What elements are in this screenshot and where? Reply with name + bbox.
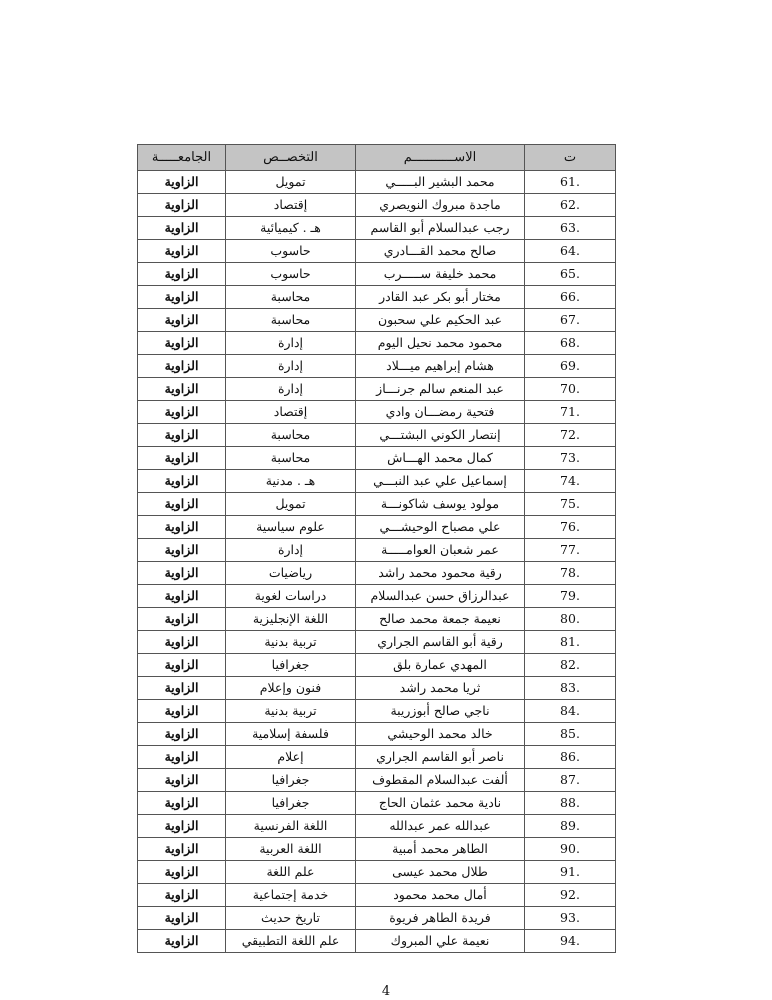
cell-university: الزاوية [138, 654, 226, 677]
cell-specialization: علوم سياسية [226, 516, 356, 539]
cell-number: 80. [525, 608, 616, 631]
cell-specialization: إدارة [226, 355, 356, 378]
header-specialization: التخصــص [226, 145, 356, 171]
cell-university: الزاوية [138, 493, 226, 516]
cell-number: 78. [525, 562, 616, 585]
cell-specialization: إقتصاد [226, 401, 356, 424]
cell-specialization: إدارة [226, 378, 356, 401]
table-row [138, 838, 616, 861]
cell-name: علي مصباح الوحيشـــي [356, 516, 525, 539]
cell-specialization: إدارة [226, 539, 356, 562]
cell-name: رجب عبدالسلام أبو القاسم [356, 217, 525, 240]
cell-name: عمر شعبان العوامـــــة [356, 539, 525, 562]
cell-name: صالح محمد القـــادري [356, 240, 525, 263]
cell-number: 69. [525, 355, 616, 378]
table-row [138, 493, 616, 516]
cell-specialization: إدارة [226, 332, 356, 355]
cell-university: الزاوية [138, 470, 226, 493]
cell-specialization: إقتصاد [226, 194, 356, 217]
cell-name: نعيمة جمعة محمد صالح [356, 608, 525, 631]
cell-university: الزاوية [138, 424, 226, 447]
cell-university: الزاوية [138, 861, 226, 884]
table-row [138, 516, 616, 539]
cell-number: 67. [525, 309, 616, 332]
cell-university: الزاوية [138, 884, 226, 907]
table-row [138, 470, 616, 493]
cell-name: عبدالله عمر عبدالله [356, 815, 525, 838]
cell-specialization: محاسبة [226, 286, 356, 309]
cell-university: الزاوية [138, 562, 226, 585]
cell-number: 93. [525, 907, 616, 930]
table-row [138, 608, 616, 631]
cell-specialization: اللغة الفرنسية [226, 815, 356, 838]
cell-name: محمد البشير البـــــي [356, 171, 525, 194]
cell-name: ناجي صالح أبوزريبة [356, 700, 525, 723]
cell-university: الزاوية [138, 723, 226, 746]
table-row [138, 654, 616, 677]
table-row [138, 815, 616, 838]
table-row [138, 355, 616, 378]
cell-number: 72. [525, 424, 616, 447]
cell-specialization: محاسبة [226, 309, 356, 332]
cell-university: الزاوية [138, 355, 226, 378]
cell-number: 66. [525, 286, 616, 309]
cell-specialization: جغرافيا [226, 769, 356, 792]
table-row [138, 286, 616, 309]
cell-specialization: فنون وإعلام [226, 677, 356, 700]
cell-university: الزاوية [138, 516, 226, 539]
cell-university: الزاوية [138, 447, 226, 470]
table-row [138, 171, 616, 194]
header-number: ت [525, 145, 616, 171]
cell-specialization: تربية بدنية [226, 631, 356, 654]
cell-specialization: دراسات لغوية [226, 585, 356, 608]
cell-name: كمال محمد الهـــاش [356, 447, 525, 470]
cell-name: فتحية رمضـــان وادي [356, 401, 525, 424]
cell-name: طلال محمد عيسى [356, 861, 525, 884]
cell-specialization: اللغة العربية [226, 838, 356, 861]
cell-name: ناصر أبو القاسم الجراري [356, 746, 525, 769]
table-row [138, 677, 616, 700]
cell-specialization: تربية بدنية [226, 700, 356, 723]
cell-university: الزاوية [138, 585, 226, 608]
table-header [138, 145, 616, 171]
table-row [138, 194, 616, 217]
cell-specialization: جغرافيا [226, 654, 356, 677]
table-row [138, 700, 616, 723]
cell-number: 84. [525, 700, 616, 723]
cell-specialization: اللغة الإنجليزية [226, 608, 356, 631]
cell-number: 82. [525, 654, 616, 677]
cell-number: 77. [525, 539, 616, 562]
cell-name: رقية أبو القاسم الجراري [356, 631, 525, 654]
cell-university: الزاوية [138, 401, 226, 424]
cell-specialization: محاسبة [226, 424, 356, 447]
cell-number: 65. [525, 263, 616, 286]
table-row [138, 263, 616, 286]
table-row [138, 792, 616, 815]
table-row [138, 401, 616, 424]
cell-university: الزاوية [138, 240, 226, 263]
cell-university: الزاوية [138, 171, 226, 194]
cell-name: محمود محمد نحيل اليوم [356, 332, 525, 355]
table-row [138, 378, 616, 401]
cell-number: 70. [525, 378, 616, 401]
table-row [138, 217, 616, 240]
cell-name: ثريا محمد راشد [356, 677, 525, 700]
cell-name: مولود يوسف شاكونـــة [356, 493, 525, 516]
cell-name: عبد المنعم سالم جرنـــاز [356, 378, 525, 401]
cell-university: الزاوية [138, 378, 226, 401]
cell-name: إنتصار الكوني البشتـــي [356, 424, 525, 447]
cell-specialization: رياضيات [226, 562, 356, 585]
cell-number: 83. [525, 677, 616, 700]
cell-university: الزاوية [138, 217, 226, 240]
table-row [138, 585, 616, 608]
cell-name: المهدي عمارة بلق [356, 654, 525, 677]
cell-name: الطاهر محمد أمبية [356, 838, 525, 861]
cell-number: 79. [525, 585, 616, 608]
cell-specialization: تمويل [226, 171, 356, 194]
cell-name: خالد محمد الوحيشي [356, 723, 525, 746]
cell-number: 86. [525, 746, 616, 769]
cell-number: 75. [525, 493, 616, 516]
cell-university: الزاوية [138, 539, 226, 562]
table-row [138, 631, 616, 654]
cell-name: رقية محمود محمد راشد [356, 562, 525, 585]
table-row [138, 309, 616, 332]
cell-specialization: هـ . كيميائية [226, 217, 356, 240]
cell-specialization: خدمة إجتماعية [226, 884, 356, 907]
cell-specialization: فلسفة إسلامية [226, 723, 356, 746]
cell-specialization: علم اللغة [226, 861, 356, 884]
cell-specialization: هـ . مدنية [226, 470, 356, 493]
cell-name: مختار أبو بكر عبد القادر [356, 286, 525, 309]
table-row [138, 447, 616, 470]
cell-university: الزاوية [138, 838, 226, 861]
cell-university: الزاوية [138, 815, 226, 838]
cell-name: عبدالرزاق حسن عبدالسلام [356, 585, 525, 608]
cell-number: 61. [525, 171, 616, 194]
cell-university: الزاوية [138, 309, 226, 332]
cell-number: 92. [525, 884, 616, 907]
table-row [138, 769, 616, 792]
cell-specialization: تاريخ حديث [226, 907, 356, 930]
cell-number: 63. [525, 217, 616, 240]
table-row [138, 332, 616, 355]
cell-name: إسماعيل علي عبد النبـــي [356, 470, 525, 493]
cell-university: الزاوية [138, 930, 226, 953]
cell-university: الزاوية [138, 907, 226, 930]
cell-specialization: حاسوب [226, 263, 356, 286]
cell-number: 89. [525, 815, 616, 838]
table-row [138, 907, 616, 930]
header-name: الاســـــــــــم [356, 145, 525, 171]
cell-number: 64. [525, 240, 616, 263]
cell-university: الزاوية [138, 631, 226, 654]
roster-table [137, 144, 616, 953]
cell-number: 71. [525, 401, 616, 424]
cell-specialization: جغرافيا [226, 792, 356, 815]
cell-university: الزاوية [138, 286, 226, 309]
cell-specialization: محاسبة [226, 447, 356, 470]
cell-number: 68. [525, 332, 616, 355]
header-university: الجامعـــــة [138, 145, 226, 171]
cell-university: الزاوية [138, 700, 226, 723]
table-row [138, 746, 616, 769]
header-row [138, 145, 616, 171]
cell-university: الزاوية [138, 332, 226, 355]
cell-name: نعيمة علي المبروك [356, 930, 525, 953]
cell-specialization: إعلام [226, 746, 356, 769]
cell-number: 73. [525, 447, 616, 470]
cell-name: فريدة الطاهر فريوة [356, 907, 525, 930]
table-row [138, 861, 616, 884]
cell-number: 94. [525, 930, 616, 953]
table-body [138, 171, 616, 953]
cell-university: الزاوية [138, 792, 226, 815]
cell-name: أمال محمد محمود [356, 884, 525, 907]
cell-university: الزاوية [138, 194, 226, 217]
cell-university: الزاوية [138, 769, 226, 792]
table-row [138, 930, 616, 953]
table-row [138, 539, 616, 562]
cell-number: 62. [525, 194, 616, 217]
cell-name: ألفت عبدالسلام المقطوف [356, 769, 525, 792]
cell-university: الزاوية [138, 677, 226, 700]
cell-university: الزاوية [138, 746, 226, 769]
cell-number: 88. [525, 792, 616, 815]
cell-number: 90. [525, 838, 616, 861]
cell-number: 91. [525, 861, 616, 884]
page-number: 4 [381, 984, 391, 999]
cell-university: الزاوية [138, 263, 226, 286]
cell-name: نادية محمد عثمان الحاج [356, 792, 525, 815]
table-row [138, 723, 616, 746]
table-row [138, 424, 616, 447]
cell-specialization: تمويل [226, 493, 356, 516]
cell-university: الزاوية [138, 608, 226, 631]
cell-number: 81. [525, 631, 616, 654]
cell-number: 85. [525, 723, 616, 746]
cell-number: 76. [525, 516, 616, 539]
table-row [138, 884, 616, 907]
table-row [138, 562, 616, 585]
cell-name: هشام إبراهيم ميـــلاد [356, 355, 525, 378]
cell-name: محمد خليفة ســـــرب [356, 263, 525, 286]
cell-number: 74. [525, 470, 616, 493]
cell-name: ماجدة مبروك النويصري [356, 194, 525, 217]
cell-number: 87. [525, 769, 616, 792]
cell-specialization: علم اللغة التطبيقي [226, 930, 356, 953]
cell-name: عبد الحكيم علي سحبون [356, 309, 525, 332]
cell-specialization: حاسوب [226, 240, 356, 263]
table-row [138, 240, 616, 263]
